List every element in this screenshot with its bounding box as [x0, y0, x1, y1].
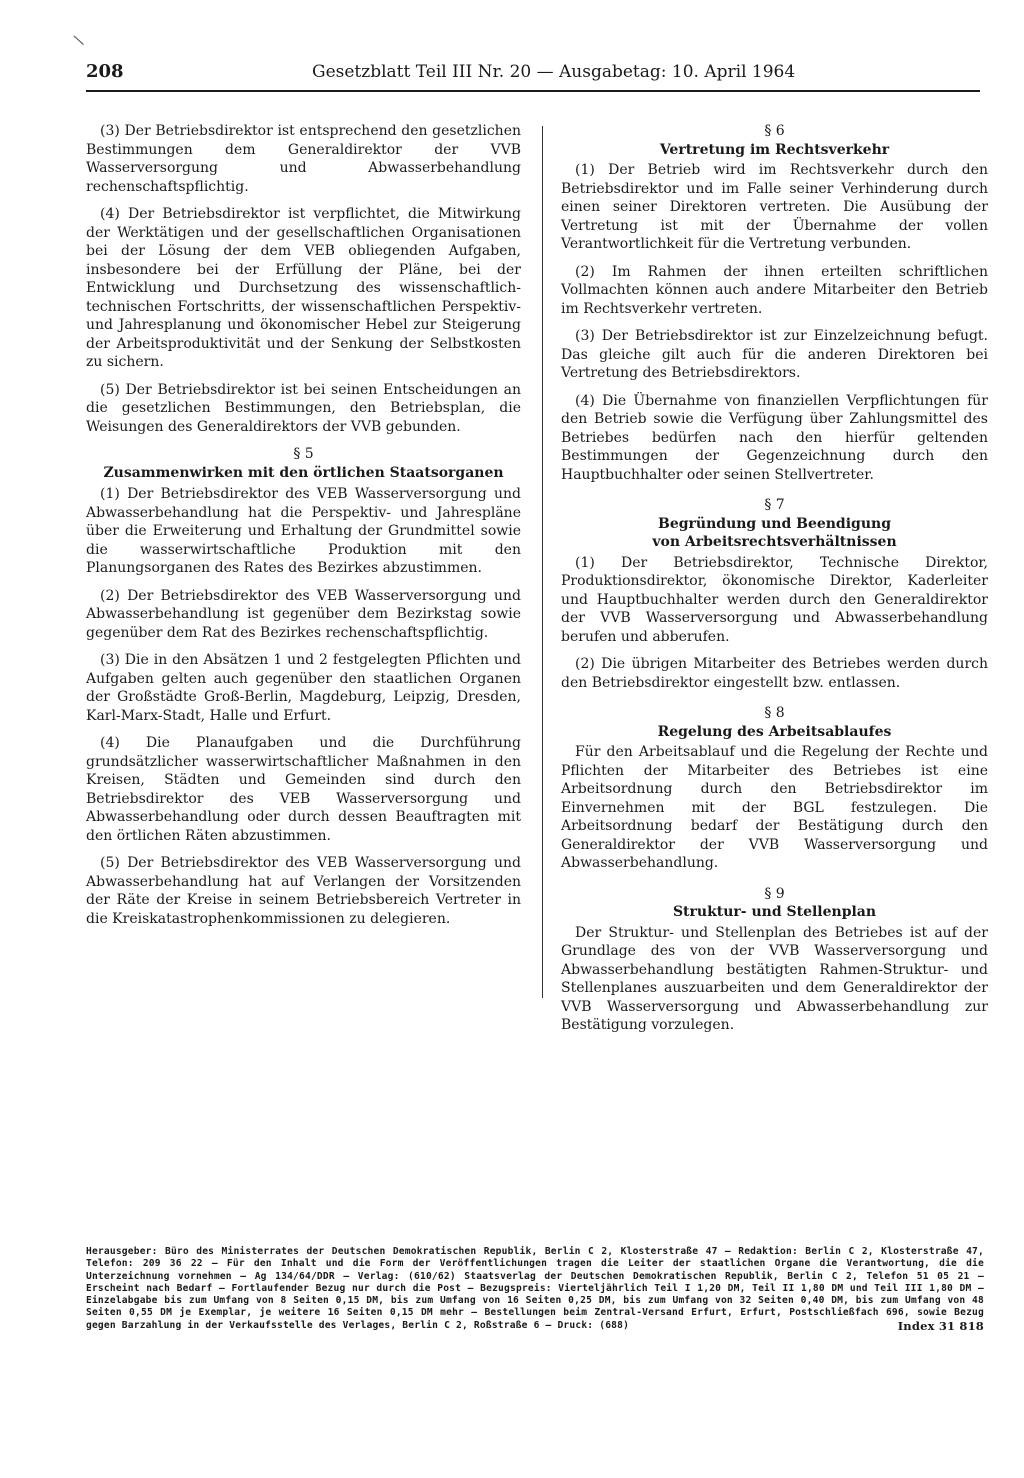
- paragraph: (2) Die übrigen Mitarbeiter des Betriebes werden durch den Betriebsdirektor eingestellt bzw. entlassen.: [561, 656, 988, 691]
- imprint-block: [86, 1246, 984, 1332]
- paragraph: (3) Der Betriebsdirektor ist entsprechend den gesetzlichen Bestimmungen dem Generaldirektor der VVB Wasserversorgung und Abwasserbehandlung rechenschaftspflichtig.: [86, 123, 521, 195]
- section-number: § 5: [293, 446, 314, 462]
- paragraph: (1) Der Betriebsdirektor des VEB Wasserversorgung und Abwasserbehandlung hat die Perspektiv- und Jahrespläne über die Erweiterung und Erhaltung der Grundmittel sowie die wasserwirtschaftliche Produktion mit den Planungsorganen des Rates des Bezirkes abzustimmen.: [86, 486, 521, 576]
- right-column: [561, 122, 988, 1044]
- left-column: [86, 122, 521, 937]
- paragraph: (1) Der Betriebsdirektor, Technische Direktor, Produktionsdirektor, ökonomische Direktor, Kaderleiter und Hauptbuchhalter werden durch den Generaldirektor der VVB Wasserversorgung und Abwasserbehandlung berufen und abberufen.: [561, 554, 988, 645]
- paragraph: (3) Die in den Absätzen 1 und 2 festgelegten Pflichten und Aufgaben gelten auch gegenüber den staatlichen Organen der Großstädte Groß-Berlin, Magdeburg, Leipzig, Dresden, Karl-Marx-Stadt, Halle und Erfurt.: [86, 652, 521, 724]
- page-number: 208: [86, 61, 124, 82]
- publisher-imprint: [86, 1246, 984, 1332]
- section-title: Struktur- und Stellenplan: [672, 904, 877, 920]
- scan-speck-mark: \: [71, 30, 86, 50]
- paragraph: (2) Im Rahmen der ihnen erteilten schriftlichen Vollmachten können auch andere Mitarbeiter den Betrieb im Rechtsverkehr vertreten.: [561, 263, 988, 317]
- paragraph: (3) Der Betriebsdirektor ist zur Einzelzeichnung befugt. Das gleiche gilt auch für die anderen Direktoren bei Vertretung des Betriebsdirektors.: [561, 328, 988, 381]
- imprint-text: Herausgeber: Büro des Ministerrates der Deutschen Demokratischen Republik, Berlin C 2, Klosterstraße 47 – Redaktion: Berlin C 2, Klosterstraße 47, Telefon: 209 36 22 – Für den Inhalt und die Form der Veröffentlichungen tragen die Leiter der staatlichen Organe die Verantwortung, die die Unterzeichnung vornehmen – Ag 134/64/DDR – Verlag: (610/62) Staatsverlag der Deutschen Demokratischen Republik, Berlin C 2, Telefon 51 05 21 – Erscheint nach Bedarf – Fortlaufender Bezug nur durch die Post – Bezugspreis: Vierteljährlich Teil I 1,20 DM, Teil II 1,80 DM und Teil III 1,80 DM – Einzelabgabe bis zum Umfang von 8 Seiten 0,15 DM, bis zum Umfang von 16 Seiten 0,25 DM, bis zum Umfang von 32 Seiten 0,40 DM, bis zum Umfang von 48 Seiten 0,55 DM je Exemplar, je weitere 16 Seiten 0,15 DM mehr – Bestellungen beim Zentral-Versand Erfurt, Erfurt, Postschließfach 696, sowie Bezug gegen Barzahlung in der Verkaufsstelle des Verlages, Berlin C 2, Roßstraße 6 – Druck: (688): [86, 1246, 984, 1331]
- paragraph: (1) Der Betrieb wird im Rechtsverkehr durch den Betriebsdirektor und im Falle seiner Verhinderung durch einen seiner Direktoren vertreten. Die Ausübung der Vertretung ist mit der Übernahme der vollen Verantwortlichkeit für die Vertretung verbunden.: [561, 162, 988, 252]
- section-number: § 6: [764, 123, 785, 139]
- section-number: § 9: [764, 885, 785, 902]
- page-header: [86, 60, 980, 92]
- paragraph: Für den Arbeitsablauf und die Regelung der Rechte und Pflichten der Mitarbeiter des Betriebes ist eine Arbeitsordnung durch den Betriebsdirektor im Einvernehmen mit der BGL festzulegen. Die Arbeitsordnung bedarf der Bestätigung durch den Generaldirektor der VVB Wasserversorgung und Abwasserbehandlung.: [561, 744, 988, 871]
- section-title: Zusammenwirken mit den örtlichen Staatsorganen: [103, 464, 504, 481]
- index-number: Index 31 818: [892, 1320, 984, 1332]
- paragraph: (5) Der Betriebsdirektor ist bei seinen Entscheidungen an die gesetzlichen Bestimmungen, den Betriebsplan, die Weisungen des Generaldirektors der VVB gebunden.: [86, 381, 521, 435]
- section-title-continued: von Arbeitsrechtsverhältnissen: [652, 534, 897, 550]
- paragraph: (4) Die Planaufgaben und die Durchführung grundsätzlicher wasserwirtschaftlicher Maßnahmen in den Kreisen, Städten und Gemeinden sind durch den Betriebsdirektor des VEB Wasserversorgung und Abwasserbehandlung oder durch dessen Beauftragten mit den örtlichen Räten abzustimmen.: [86, 735, 521, 844]
- section-number: § 7: [764, 497, 785, 513]
- section-title: Regelung des Arbeitsablaufes: [657, 723, 892, 740]
- column-divider: [542, 126, 543, 998]
- gazette-title: Gesetzblatt Teil III Nr. 20 — Ausgabetag: 10. April 1964: [312, 62, 796, 82]
- paragraph: (4) Der Betriebsdirektor ist verpflichtet, die Mitwirkung der Werktätigen und der gesellschaftlichen Organisationen bei der Lösung der dem VEB obliegenden Aufgaben, insbesondere bei der Erfüllung der Pläne, bei der Entwicklung und Durchsetzung des wissenschaftlich-technischen Fortschritts, der wissenschaftlichen Perspektiv- und Jahresplanung und ökonomischer Hebel zur Steigerung der Arbeitsproduktivität und der Senkung der Selbstkosten zu sichern.: [86, 206, 521, 370]
- section-title: Vertretung im Rechtsverkehr: [659, 141, 890, 158]
- section-number: § 8: [764, 705, 785, 721]
- paragraph: (2) Der Betriebsdirektor des VEB Wasserversorgung und Abwasserbehandlung ist gegenüber dem Bezirkstag sowie gegenüber dem Rat des Bezirkes rechenschaftspflichtig.: [86, 587, 521, 641]
- section-title: Begründung und Beendigung: [658, 515, 891, 532]
- paragraph: Der Struktur- und Stellenplan des Betriebes ist auf der Grundlage des von der VVB Wasserversorgung und Abwasserbehandlung bestätigten Rahmen-Struktur- und Stellenplanes auszuarbeiten und dem Generaldirektor der VVB Wasserversorgung und Abwasserbehandlung zur Bestätigung vorzulegen.: [561, 924, 988, 1033]
- paragraph: (4) Die Übernahme von finanziellen Verpflichtungen für den Betrieb sowie die Verfügung über Zahlungsmittel des Betriebes bedürfen nach den hierfür geltenden Bestimmungen der Gegenzeichnung durch den Hauptbuchhalter oder seinen Stellvertreter.: [561, 392, 988, 483]
- paragraph: (5) Der Betriebsdirektor des VEB Wasserversorgung und Abwasserbehandlung hat auf Verlangen der Vorsitzenden der Räte der Kreise in seinem Betriebsbereich Vertreter in die Kreiskatastrophenkommissionen zu delegieren.: [86, 855, 521, 927]
